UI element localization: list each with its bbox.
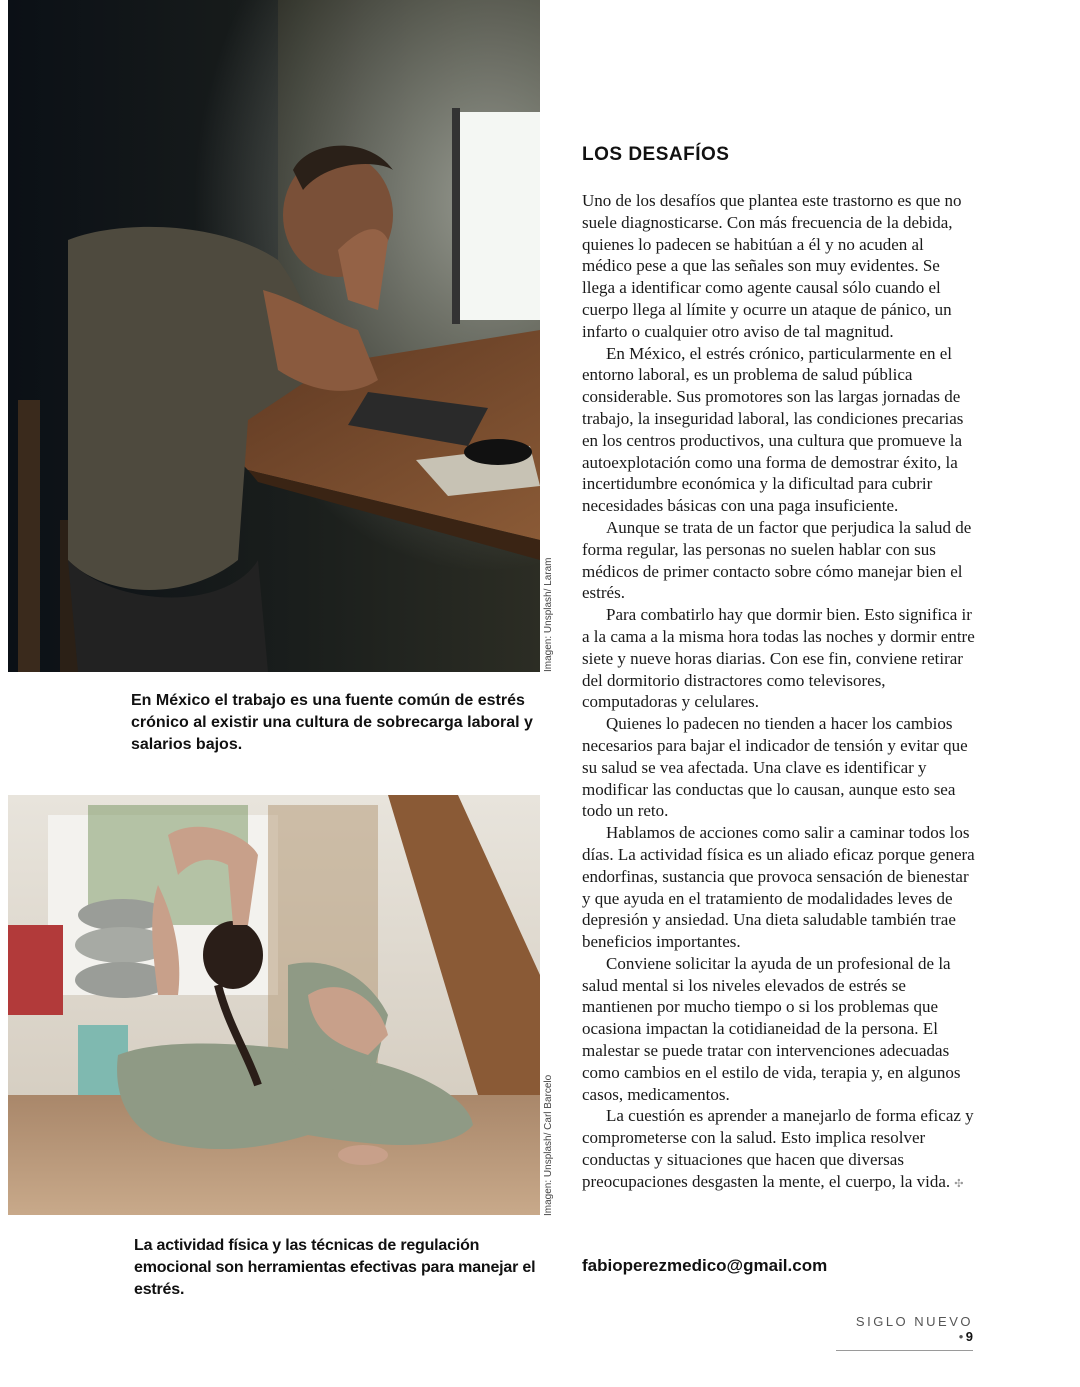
photo-credit: Imagen: Unsplash/ Carl Barcelo: [543, 1074, 554, 1216]
article-paragraph-last: [582, 1105, 977, 1195]
magazine-name: SIGLO NUEVO: [855, 1314, 973, 1329]
article-paragraph: En México, el estrés crónico, particularmente en el entorno laboral, es un problema de salud pública considerable. Sus promotores son las largas jornadas de trabajo, la inseguridad laboral, las condiciones precarias en los centros productivos, una cultura que promueve la autoexplotación como una forma de demostrar éxito, la incertidumbre económica y la dificultad para cubrir necesidades básicas con una paga insuficiente.: [582, 343, 964, 516]
photo-credit: Imagen: Unsplash/ Laram: [543, 557, 554, 672]
page-number: 9: [965, 1329, 973, 1344]
photo-caption: En México el trabajo es una fuente común de estrés crónico al existir una cultura de sobrecarga laboral y salarios bajos.: [131, 692, 533, 753]
photo-caption: La actividad física y las técnicas de regulación emocional son herramientas efectivas para manejar el estrés.: [134, 1237, 536, 1298]
article-body: [582, 190, 977, 1196]
article-paragraph: Quienes lo padecen no tienden a hacer los cambios necesarios para bajar el indicador de tensión y evitar que su salud se vea afectada. Una clave es identificar y modificar las conductas que lo causan, aunque esto sea todo un reto.: [582, 714, 968, 821]
article-paragraph: Aunque se trata de un factor que perjudica la salud de forma regular, las personas no suelen hablar con sus médicos de primer contacto sobre cómo manejar bien el estrés.: [582, 517, 972, 603]
article-paragraph: Hablamos de acciones como salir a caminar todos los días. La actividad física es un aliado eficaz porque genera endorfinas, sustancia que provoca sensación de bienestar y que ayuda en el tratamiento de modalidades leves de depresión y ansiedad. Una dieta saludable también trae beneficios importantes.: [582, 823, 975, 952]
article-paragraph: Conviene solicitar la ayuda de un profesional de la salud mental si los niveles elevados de estrés se mantienen por mucho tiempo o si los problemas que ocasiona impactan la cotidianeidad de la persona. El malestar se puede tratar con intervenciones adecuadas como cambios en el estilo de vida, terapia y, en algunos casos, medicamentos.: [582, 953, 961, 1104]
page-footer: [836, 1314, 973, 1351]
article-paragraph: Uno de los desafíos que plantea este trastorno es que no suele diagnosticarse. Con más frecuencia de la debida, quienes lo padecen se habitúan a él y no acuden al médico pese a que las señales son muy evidentes. Se llega a identificar como agente causal sólo cuando el cuerpo llega al límite y ocurre un ataque de pánico, un infarto o cualquier otro aviso de tal magnitud.: [582, 191, 962, 341]
author-email: fabioperezmedico@gmail.com: [582, 1256, 828, 1275]
article-paragraph-text: La cuestión es aprender a manejarlo de forma eficaz y comprometerse con la salud. Esto implica resolver conductas y situaciones que hacen que diversas preocupaciones desgasten la mente, el cuerpo, la vida.: [582, 1106, 974, 1191]
section-title: LOS DESAFÍOS: [582, 144, 730, 165]
end-mark-icon: ✣: [954, 1177, 964, 1190]
stressed-worker-photo: [8, 0, 540, 672]
folio-separator: •: [958, 1329, 966, 1344]
yoga-photo: [8, 795, 540, 1215]
article-paragraph: Para combatirlo hay que dormir bien. Esto significa ir a la cama a la misma hora todas las noches y dormir entre siete y nueve horas diarias. Con ese fin, conviene retirar del dormitorio distractores como televisores, computadoras y celulares.: [582, 605, 975, 712]
